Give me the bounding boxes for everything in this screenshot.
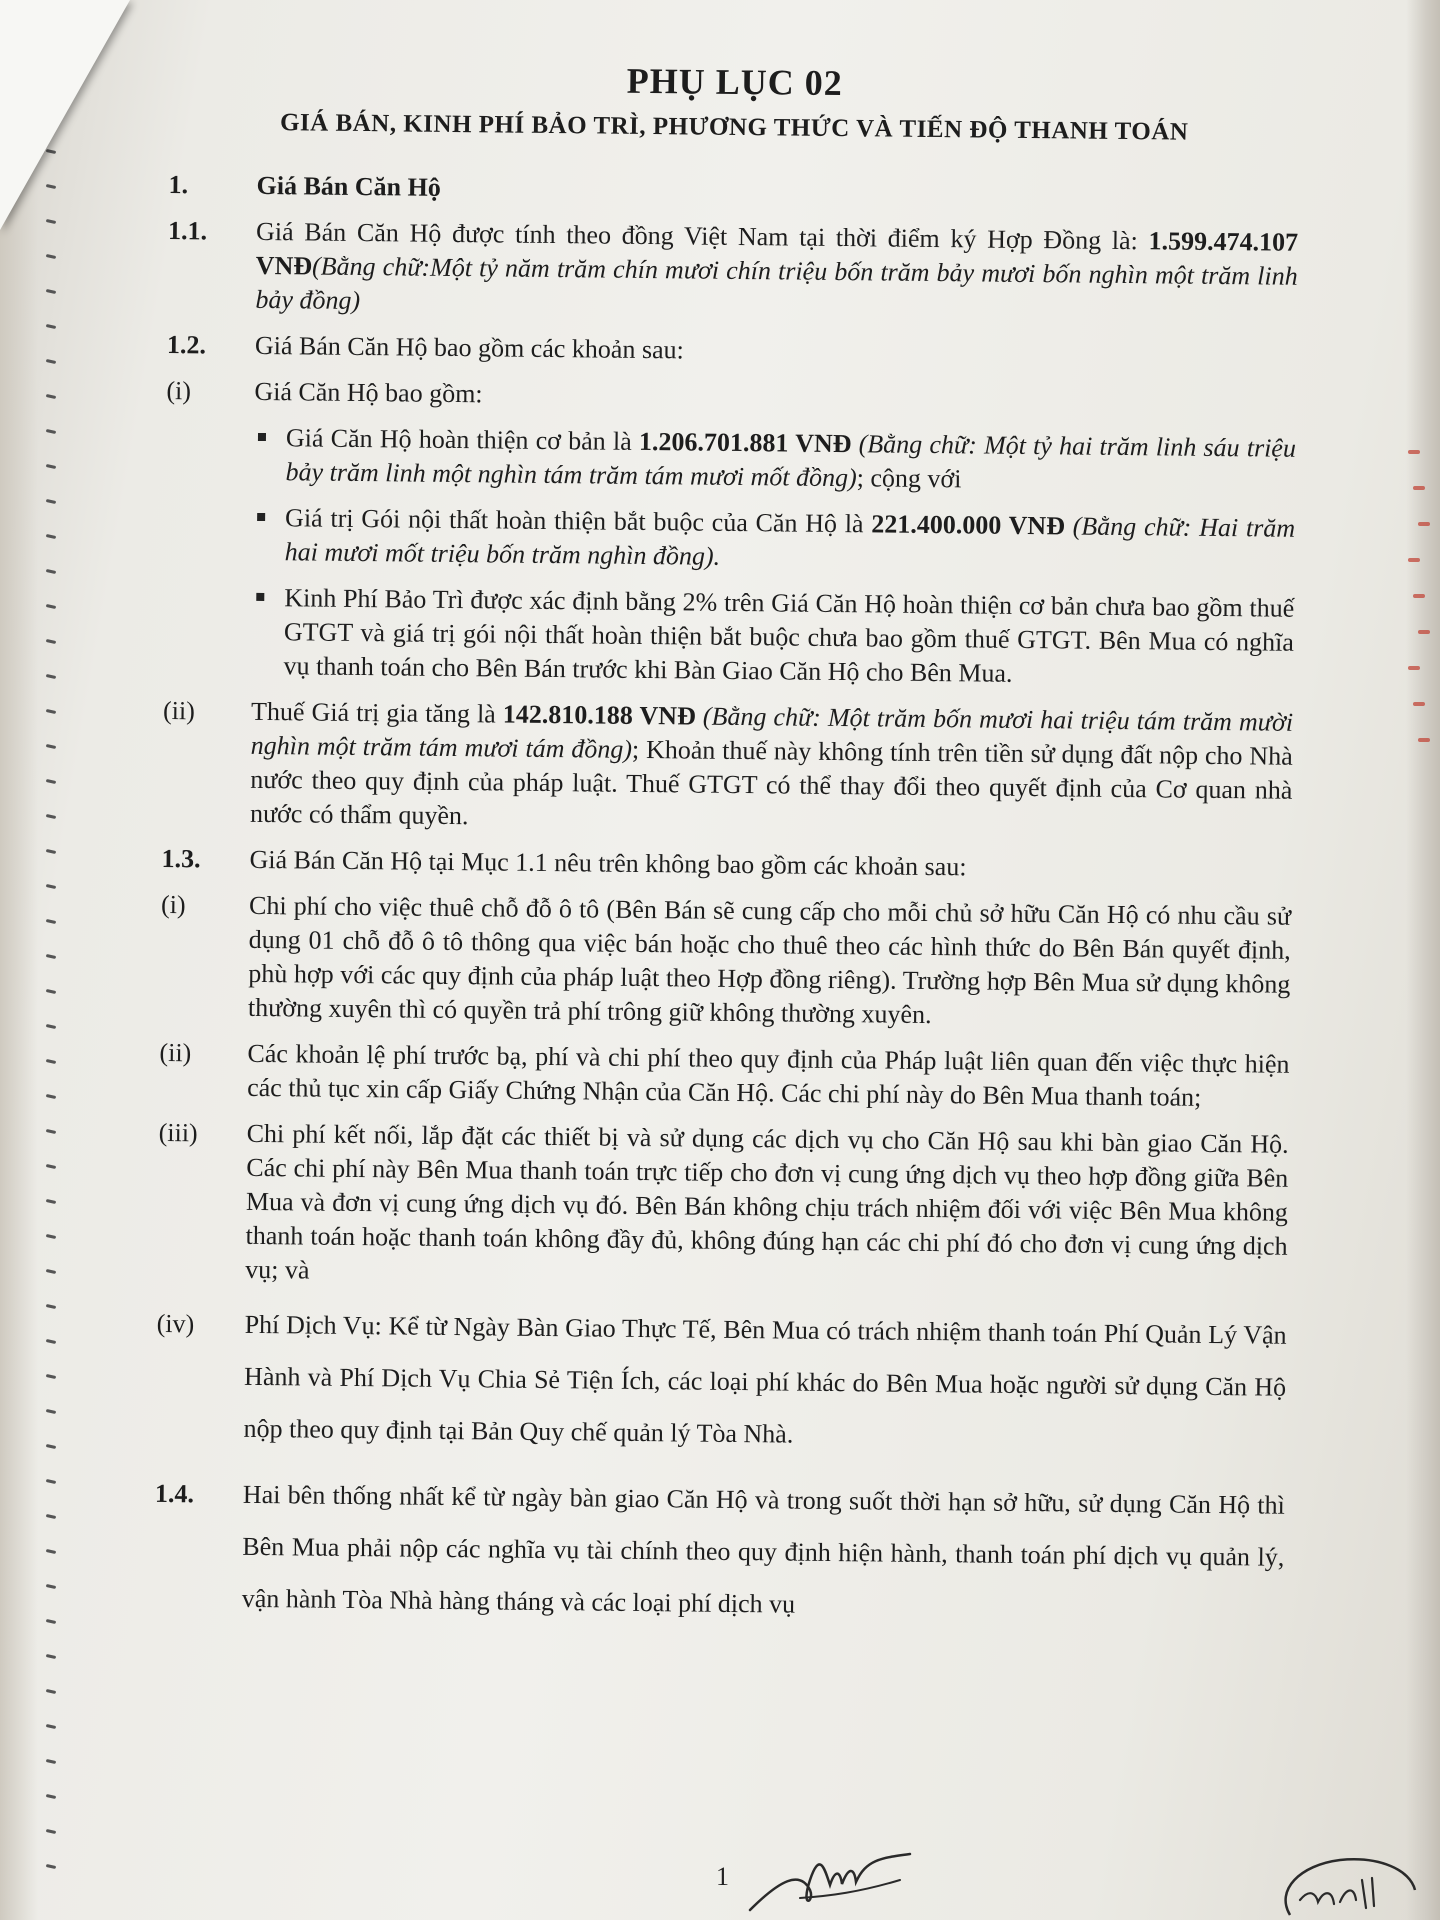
furniture-package-amount: 221.400.000 VNĐ	[871, 509, 1066, 541]
binding-tick	[46, 1409, 56, 1414]
item-number: (iii)	[158, 1117, 198, 1148]
binding-tick	[46, 1584, 56, 1589]
item-text: Giá Căn Hộ bao gồm:	[254, 376, 483, 409]
binding-tick	[46, 849, 56, 854]
binding-tick	[46, 324, 56, 329]
page-subtitle: GIÁ BÁN, KINH PHÍ BẢO TRÌ, PHƯƠNG THỨC VÀ TIẾN ĐỘ THANH TOÁN	[279, 109, 1189, 146]
section-1-3-iv	[155, 1298, 1287, 1466]
seal-fragment	[1413, 594, 1425, 598]
binding-tick	[46, 1094, 56, 1099]
binding-tick	[46, 569, 56, 574]
vat-amount: 142.810.188 VNĐ	[502, 699, 696, 731]
seal-edge-marks	[1408, 450, 1432, 770]
section-1-2	[167, 328, 1297, 374]
section-text: Giá Bán Căn Hộ tại Mục 1.1 nêu trên không bao gồm các khoản sau:	[249, 844, 967, 882]
binding-tick	[46, 709, 56, 714]
bullet-icon	[253, 501, 286, 569]
item-text: Chi phí cho việc thuê chỗ đỗ ô tô (Bên Bán sẽ cung cấp cho mỗi chủ sở hữu Căn Hộ có nhu cầu sử dụng 01 chỗ đỗ ô tô thông qua việc bán hoặc cho thuê theo các hình thức do Bên Bán quyết định, phù hợp với các quy định của pháp luật theo Hợp đồng riêng). Trường hợp Bên Mua sử dụng không thường xuyên thì có quyền trả phí trông giữ không thường xuyên.	[247, 890, 1292, 1030]
seal-fragment	[1418, 630, 1430, 634]
section-text: Hai bên thống nhất kể từ ngày bàn giao Căn Hộ và trong suốt thời hạn sở hữu, sử dụng Căn Hộ thì Bên Mua phải nộp các nghĩa vụ tài chính theo quy định hiện hành, thanh toán phí dịch vụ quản lý, vận hành Tòa Nhà hàng tháng và các loại phí dịch vụ	[241, 1479, 1285, 1619]
seal-fragment	[1413, 702, 1425, 706]
folded-corner	[0, 0, 130, 230]
binding-tick	[46, 254, 56, 259]
seal-fragment	[1413, 486, 1425, 490]
binding-tick	[46, 1829, 56, 1834]
binding-tick	[46, 1234, 56, 1239]
binding-tick	[46, 1479, 56, 1484]
binding-tick	[46, 1059, 56, 1064]
amount-in-words: (Bằng chữ: Hai trăm hai mươi mốt triệu bốn trăm nghìn đồng).	[284, 511, 1296, 571]
signature-stamp-corner	[1270, 1850, 1420, 1920]
binding-tick	[46, 1269, 56, 1274]
binding-tick	[46, 604, 56, 609]
section-1-3-iii	[157, 1116, 1289, 1298]
binding-tick	[46, 1444, 56, 1449]
binding-tick	[46, 1724, 56, 1729]
amount-in-words: (Bằng chữ: Một tỷ hai trăm linh sáu triệu bảy trăm linh một nghìn tám trăm tám mươi mốt đồng)	[285, 429, 1297, 493]
bullet-item: Giá trị Gói nội thất hoàn thiện bắt buộc của Căn Hộ là 221.400.000 VNĐ (Bằng chữ: Hai trăm hai mươi mốt triệu bốn trăm nghìn đồng).	[253, 501, 1296, 580]
binding-tick	[46, 429, 56, 434]
section-number: 1.3.	[161, 843, 201, 874]
page-right-edge	[1406, 0, 1440, 1920]
page-number: 1	[716, 1862, 729, 1891]
binding-tick	[46, 394, 56, 399]
seal-fragment	[1418, 738, 1430, 742]
section-text: Giá Bán Căn Hộ bao gồm các khoản sau:	[254, 330, 684, 365]
section-1-2-ii: (ii) Thuế Giá trị gia tăng là 142.810.188 VNĐ (Bằng chữ: Một trăm bốn mươi hai triệu tám trăm mười nghìn một trăm tám mươi tám đồng); Khoản thuế này không tính trên tiền sử dụng đất nộp cho Nhà nước theo quy định của pháp luật. Thuế GTGT có thể thay đổi theo quyết định của Cơ quan nhà nước có thẩm quyền.	[162, 695, 1294, 831]
item-number: (ii)	[162, 695, 196, 726]
binding-tick	[46, 989, 56, 994]
item-number: (ii)	[159, 1037, 192, 1068]
binding-tick	[46, 884, 56, 889]
seal-fragment	[1408, 666, 1420, 670]
bullet-icon	[251, 581, 284, 683]
total-price-amount: 1.599.474.107 VNĐ	[255, 226, 1299, 281]
binding-tick	[46, 1024, 56, 1029]
binding-tick	[46, 359, 56, 364]
section-1-3-i	[160, 888, 1291, 1036]
binding-tick	[46, 1374, 56, 1379]
section-heading: Giá Bán Căn Hộ	[256, 170, 441, 202]
binding-tick	[46, 919, 56, 924]
section-1-1	[167, 214, 1298, 328]
item-text: Chi phí kết nối, lắp đặt các thiết bị và sử dụng các dịch vụ cho Căn Hộ sau khi bàn giao Căn Hộ. Các chi phí này Bên Mua thanh toán trực tiếp cho đơn vị cung ứng dịch vụ theo hợp đồng giữa Bên Mua và đơn vị cung ứng dịch vụ đó. Bên Bán không chịu trách nhiệm đối với việc Bên Mua không thanh toán hoặc thanh toán không đầy đủ, không đúng hạn các chi phí đó cho đơn vị cung ứng dịch vụ; và	[245, 1118, 1289, 1285]
item-number: (i)	[166, 375, 192, 406]
base-price-amount: 1.206.701.881 VNĐ	[638, 426, 852, 459]
section-number: 1.2.	[166, 329, 207, 360]
item-text: Phí Dịch Vụ: Kể từ Ngày Bàn Giao Thực Tế, Bên Mua có trách nhiệm thanh toán Phí Quản Lý Vận Hành và Phí Dịch Vụ Chia Sẻ Tiện Ích, các loại phí khác do Bên Mua hoặc người sử dụng Căn Hộ nộp theo quy định tại Bản Quy chế quản lý Tòa Nhà.	[243, 1309, 1287, 1449]
binding-tick	[46, 1759, 56, 1764]
binding-tick	[46, 1129, 56, 1134]
document-content	[153, 52, 1300, 1648]
binding-tick	[46, 534, 56, 539]
seal-fragment	[1418, 522, 1430, 526]
section-number: 1.	[168, 169, 189, 200]
binding-tick	[46, 1864, 56, 1869]
section-1-3	[161, 842, 1291, 888]
item-number: (i)	[160, 889, 186, 920]
section-1-3-ii	[159, 1036, 1290, 1116]
section-number: 1.4.	[154, 1478, 195, 1509]
binding-marks	[46, 150, 66, 1890]
section-1	[168, 168, 1298, 214]
binding-tick	[46, 1339, 56, 1344]
signature-initials	[740, 1840, 920, 1920]
binding-tick	[46, 814, 56, 819]
binding-tick	[46, 1689, 56, 1694]
seal-fragment	[1408, 450, 1420, 454]
binding-tick	[46, 289, 56, 294]
bullet-item	[251, 581, 1294, 694]
binding-tick	[46, 499, 56, 504]
page-left-edge	[0, 0, 38, 1920]
item-text: Các khoản lệ phí trước bạ, phí và chi phí theo quy định của Pháp luật liên quan đến việc thực hiện các thủ tục xin cấp Giấy Chứng Nhận của Căn Hộ. Các chi phí này do Bên Mua thanh toán;	[247, 1038, 1290, 1112]
binding-tick	[46, 1549, 56, 1554]
amount-in-words: (Bằng chữ:Một tỷ năm trăm chín mươi chín triệu bốn trăm bảy mươi bốn nghìn một trăm linh bảy đồng)	[255, 251, 1298, 316]
binding-tick	[46, 1199, 56, 1204]
maintenance-fee-text: Kinh Phí Bảo Trì được xác định bằng 2% trên Giá Căn Hộ hoàn thiện cơ bản chưa bao gồm thuế GTGT và giá trị gói nội thất hoàn thiện bắt buộc chưa bao gồm thuế GTGT. Bên Mua có nghĩa vụ thanh toán cho Bên Bán trước khi Bàn Giao Căn Hộ cho Bên Mua.	[283, 583, 1295, 688]
item-number: (iv)	[156, 1308, 195, 1339]
binding-tick	[46, 744, 56, 749]
binding-tick	[46, 639, 56, 644]
section-1-2-i	[166, 374, 1296, 420]
seal-fragment	[1408, 558, 1420, 562]
section-text: Giá Bán Căn Hộ được tính theo đồng Việt Nam tại thời điểm ký Hợp Đồng là: 1.599.474.107 VNĐ(Bằng chữ:Một tỷ năm trăm chín mươi chín triệu bốn trăm bảy mươi bốn nghìn một trăm linh bảy đồng)	[255, 216, 1299, 316]
page-title: PHỤ LỤC 02	[626, 60, 843, 104]
binding-tick	[46, 1164, 56, 1169]
binding-tick	[46, 779, 56, 784]
bullet-item: Giá Căn Hộ hoàn thiện cơ bản là 1.206.701.881 VNĐ (Bằng chữ: Một tỷ hai trăm linh sáu triệu bảy trăm linh một nghìn tám trăm tám mươi mốt đồng); cộng với	[253, 421, 1296, 500]
section-number: 1.1.	[167, 215, 208, 246]
binding-tick	[46, 1619, 56, 1624]
binding-tick	[46, 674, 56, 679]
binding-tick	[46, 464, 56, 469]
section-1-4	[154, 1468, 1286, 1636]
binding-tick	[46, 1304, 56, 1309]
binding-tick	[46, 954, 56, 959]
amount-in-words: (Bằng chữ: Một trăm bốn mươi hai triệu tám trăm mười nghìn một trăm tám mươi tám đồng)	[250, 701, 1294, 764]
bullet-icon	[253, 421, 286, 489]
binding-tick	[46, 1794, 56, 1799]
binding-tick	[46, 1654, 56, 1659]
binding-tick	[46, 1514, 56, 1519]
